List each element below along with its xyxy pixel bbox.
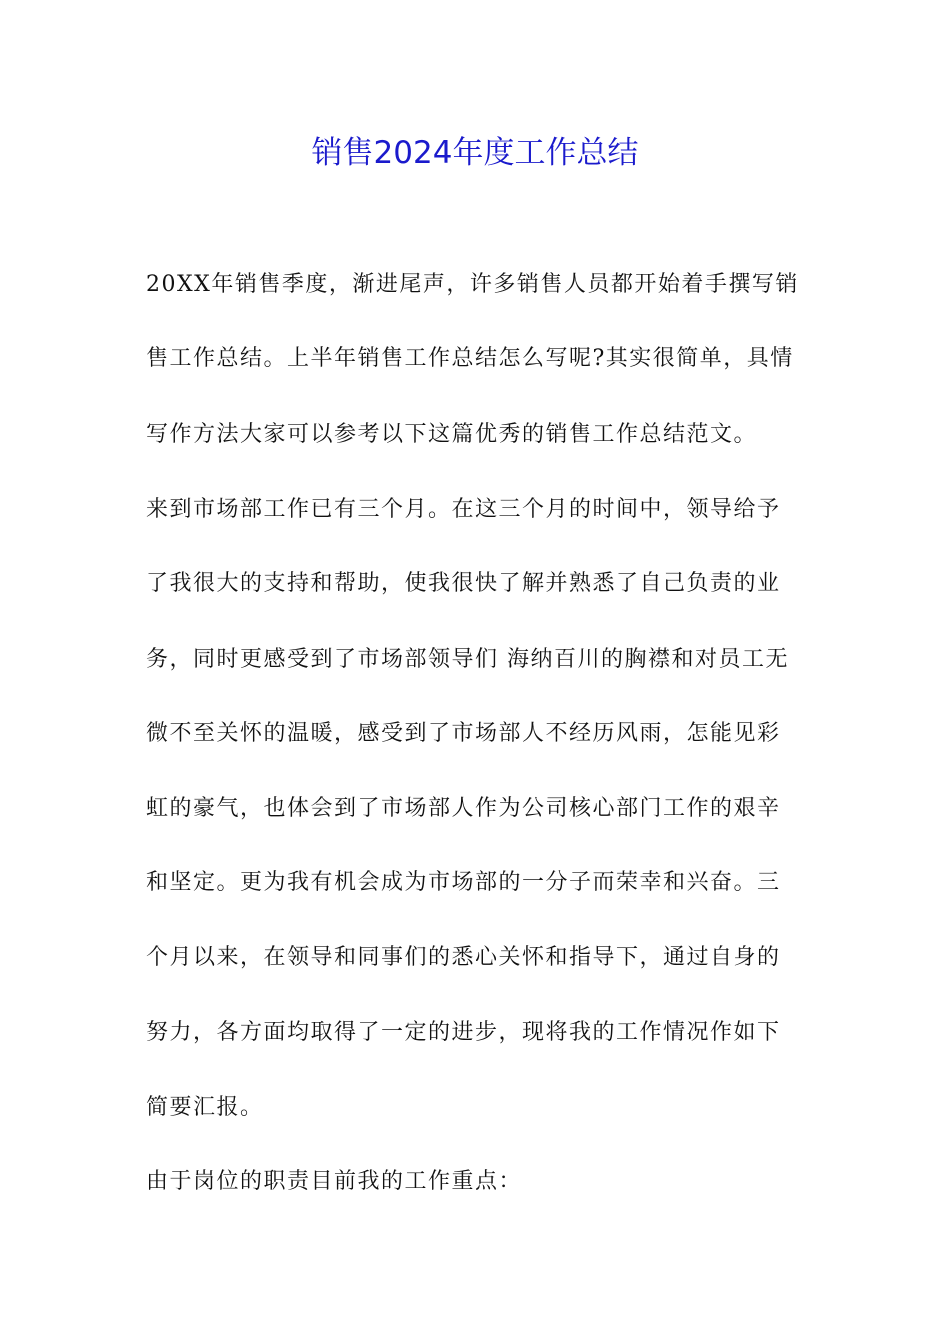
paragraph-line: 微不至关怀的温暖，感受到了市场部人不经历风雨，怎能见彩 <box>146 721 781 746</box>
paragraph-line: 由于岗位的职责目前我的工作重点： <box>146 1169 523 1194</box>
paragraph-line: 务，同时更感受到了市场部领导们 海纳百川的胸襟和对员工无 <box>146 647 789 672</box>
paragraph-line: 了我很大的支持和帮助，使我很快了解并熟悉了自己负责的业 <box>146 571 781 596</box>
paragraph-line: 个月以来，在领导和同事们的悉心关怀和指导下，通过自身的 <box>146 945 781 970</box>
paragraph-line: 来到市场部工作已有三个月。在这三个月的时间中，领导给予 <box>146 497 781 522</box>
paragraph-line: 20XX年销售季度，渐进尾声，许多销售人员都开始着手撰写销 <box>146 272 799 297</box>
paragraph-line: 写作方法大家可以参考以下这篇优秀的销售工作总结范文。 <box>146 422 758 447</box>
paragraph-line: 售工作总结。上半年销售工作总结怎么写呢?其实很简单，具情 <box>146 346 794 371</box>
paragraph-line: 和坚定。更为我有机会成为市场部的一分子而荣幸和兴奋。三 <box>146 870 781 895</box>
paragraph-line: 努力，各方面均取得了一定的进步，现将我的工作情况作如下 <box>146 1020 781 1045</box>
document-title: 销售2024年度工作总结 <box>311 135 639 171</box>
paragraph-line: 虹的豪气，也体会到了市场部人作为公司核心部门工作的艰辛 <box>146 796 781 821</box>
paragraph-line: 简要汇报。 <box>146 1095 264 1120</box>
